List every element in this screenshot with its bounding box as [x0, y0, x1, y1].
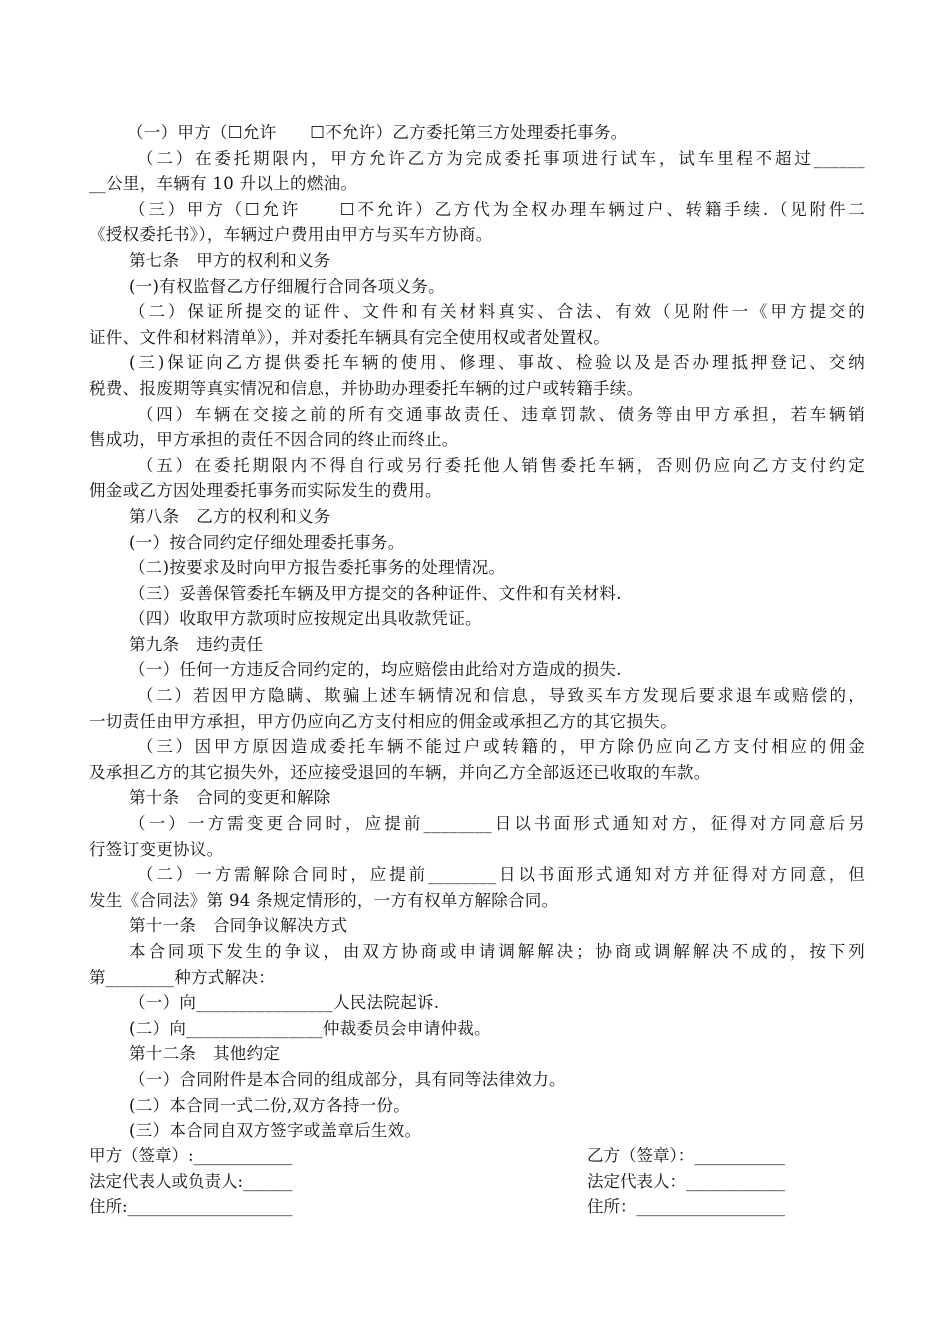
- text-line: （一）合同附件是本合同的组成部分，具有同等法律效力。: [129, 1069, 566, 1089]
- text-line: （三）妥善保管委托车辆及甲方提交的各种证件、文件和有关材料.: [129, 583, 622, 603]
- text-line: (二）本合同一式二份,双方各持一份。: [129, 1095, 411, 1115]
- party-b-representative-line: 法定代表人：____________: [587, 1171, 785, 1191]
- text-line: 发生《合同法》第 94 条规定情形的，一方有权单方解除合同。: [89, 890, 559, 910]
- text-line: （二）一方需解除合同时，应提前________日以书面形式通知对方并征得对方同意，但: [137, 865, 865, 885]
- text-line: （二)按要求及时向甲方报告委托事务的处理情况。: [129, 558, 506, 578]
- contract-body: [89, 120, 865, 1144]
- text-line: （一）向________________人民法院起诉.: [129, 993, 440, 1013]
- text-line: 证件、文件和材料清单》），并对委托车辆具有完全使用权或者处置权。: [89, 327, 611, 347]
- party-b-seal-line: 乙方（签章）：___________: [587, 1146, 785, 1165]
- text-line: (一）按合同约定仔细处理委托事务。: [129, 532, 405, 552]
- text-line: 第九条 违约责任: [129, 634, 264, 654]
- text-line: (二）向________________仲裁委员会申请仲裁。: [129, 1018, 491, 1038]
- text-line: （二）若因甲方隐瞒、欺骗上述车辆情况和信息，导致买车方发现后要求退车或赔偿的，: [137, 686, 865, 706]
- text-line: 《授权委托书》），车辆过户费用由甲方与买车方协商。: [89, 225, 493, 245]
- text-line: 售成功，甲方承担的责任不因合同的终止而终止。: [89, 430, 459, 450]
- text-line: __公里，车辆有 10 升以上的燃油。: [89, 174, 358, 194]
- text-line: （二）在委托期限内，甲方允许乙方为完成委托事项进行试车，试车里程不超过______: [137, 148, 865, 168]
- text-line: （五）在委托期限内不得自行或另行委托他人销售委托车辆，否则仍应向乙方支付约定: [137, 455, 865, 475]
- text-line: 第十条 合同的变更和解除: [129, 788, 331, 808]
- text-line: 第七条 甲方的权利和义务: [129, 250, 331, 270]
- text-line: 第十一条 合同争议解决方式: [129, 916, 348, 936]
- text-line: 行签订变更协议。: [89, 839, 224, 859]
- text-line: (一)有权监督乙方仔细履行合同各项义务。: [129, 276, 445, 296]
- text-line: （一）一方需变更合同时，应提前________日以书面形式通知对方，征得对方同意后另: [129, 814, 865, 834]
- party-b-address-line: 住所：__________________: [587, 1197, 785, 1217]
- party-a-signature-block: [89, 1143, 293, 1220]
- text-line: （四）收取甲方款项时应按规定出具收款凭证。: [129, 609, 482, 629]
- text-line: 第十二条 其他约定: [129, 1044, 281, 1064]
- text-line: （一）任何一方违反合同约定的，均应赔偿由此给对方造成的损失.: [129, 660, 622, 680]
- text-line: （二）保证所提交的证件、文件和有关材料真实、合法、有效（见附件一《甲方提交的: [129, 302, 865, 322]
- party-b-signature-block: [587, 1143, 785, 1220]
- text-line: （三）因甲方原因造成委托车辆不能过户或转籍的，甲方除仍应向乙方支付相应的佣金: [137, 737, 865, 757]
- text-line: （一）甲方（☐允许 ☐不允许）乙方委托第三方处理委托事务。: [127, 123, 628, 142]
- text-line: （四）车辆在交接之前的所有交通事故责任、违章罚款、债务等由甲方承担，若车辆销: [137, 404, 865, 424]
- party-a-seal-line: 甲方（签章）:____________: [89, 1146, 293, 1165]
- text-line: 税费、报废期等真实情况和信息，并协助办理委托车辆的过户或转籍手续。: [89, 378, 644, 398]
- text-line: 及承担乙方的其它损失外，还应接受退回的车辆，并向乙方全部返还已收取的车款。: [89, 762, 711, 782]
- text-line: 本合同项下发生的争议，由双方协商或申请调解解决；协商或调解解决不成的，按下列: [129, 942, 865, 961]
- text-line: 佣金或乙方因处理委托事务而实际发生的费用。: [89, 481, 442, 501]
- text-line: (三）本合同自双方签字或盖章后生效。: [129, 1121, 422, 1141]
- text-line: (三)保证向乙方提供委托车辆的使用、修理、事故、检验以及是否办理抵押登记、交纳: [129, 353, 865, 373]
- text-line: 第八条 乙方的权利和义务: [129, 506, 331, 526]
- text-line: （三）甲方（☐允许 ☐不允许）乙方代为全权办理车辆过户、转籍手续.（见附件二: [129, 199, 865, 219]
- party-a-address-line: 住所:____________________: [89, 1197, 293, 1217]
- text-line: 第________种方式解决：: [89, 967, 275, 987]
- text-line: 一切责任由甲方承担，甲方仍应向乙方支付相应的佣金或承担乙方的其它损失。: [89, 711, 677, 731]
- party-a-representative-line: 法定代表人或负责人:______: [89, 1171, 293, 1191]
